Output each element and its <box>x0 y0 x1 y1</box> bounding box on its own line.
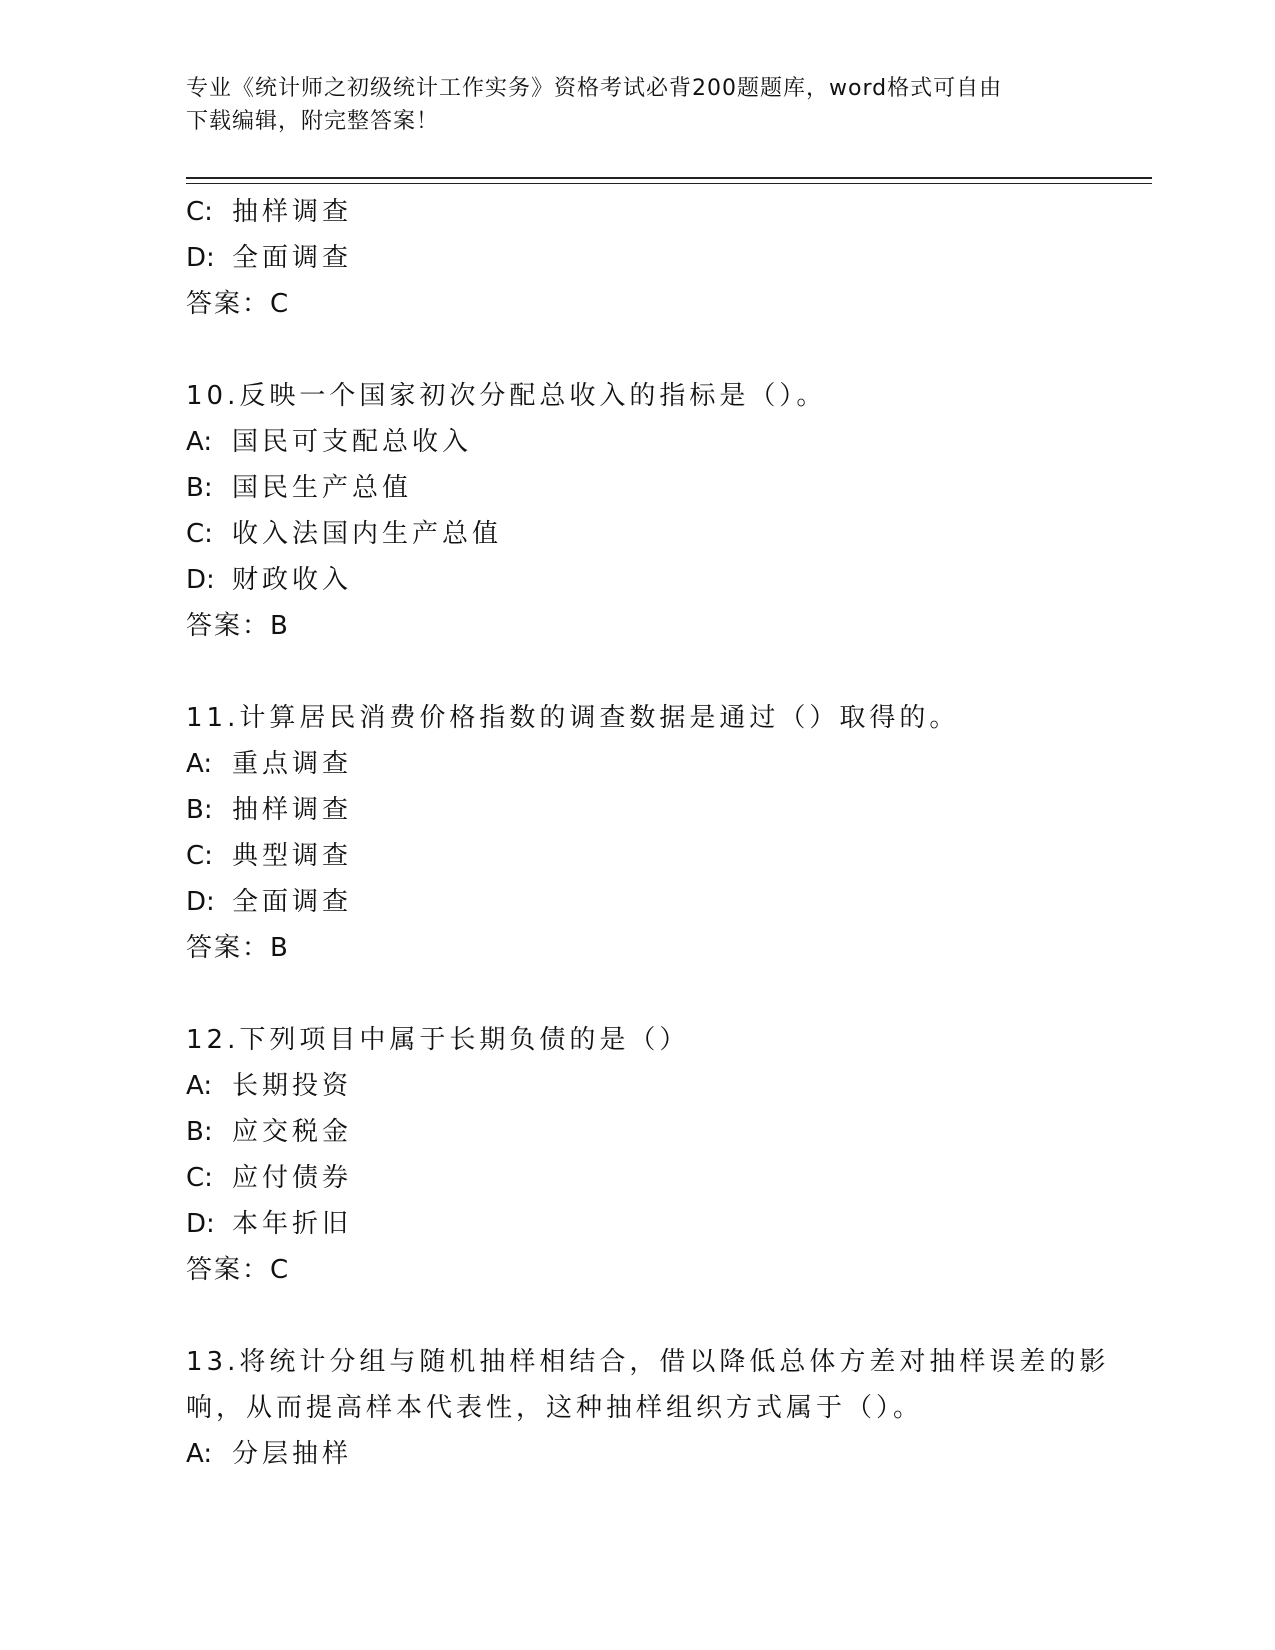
option-a <box>186 741 1146 787</box>
option-key: C: <box>186 197 213 227</box>
question-list <box>186 189 1146 1477</box>
answer-value: C <box>270 289 289 319</box>
option-a <box>186 1431 1146 1477</box>
question-block-13 <box>186 1339 1146 1477</box>
option-key: A: <box>186 427 213 457</box>
option-text: 抽样调查 <box>232 795 353 825</box>
question-text: 12.下列项目中属于长期负债的是（） <box>186 1025 690 1055</box>
option-c <box>186 1155 1146 1201</box>
option-d <box>186 1201 1146 1247</box>
answer-label: 答案： <box>186 289 271 319</box>
option-text: 分层抽样 <box>232 1439 353 1469</box>
option-text: 长期投资 <box>232 1071 353 1101</box>
answer-label: 答案： <box>186 933 271 963</box>
option-d <box>186 879 1146 925</box>
option-key: A: <box>186 749 213 779</box>
spacer <box>186 1293 1146 1339</box>
option-key: A: <box>186 1439 213 1469</box>
option-c <box>186 189 1146 235</box>
header-divider-thin <box>186 183 1152 184</box>
option-key: D: <box>186 565 215 595</box>
option-a <box>186 419 1146 465</box>
option-text: 全面调查 <box>232 887 353 917</box>
option-key: D: <box>186 887 215 917</box>
question-text-line-2: 响，从而提高样本代表性，这种抽样组织方式属于（）。 <box>186 1393 924 1423</box>
option-text: 本年折旧 <box>232 1209 353 1239</box>
option-text: 典型调查 <box>232 841 353 871</box>
option-d <box>186 557 1146 603</box>
header-line-1: 专业《统计师之初级统计工作实务》资格考试必背200题题库，word格式可自由 <box>186 76 1003 101</box>
question-block-12 <box>186 1017 1146 1293</box>
answer-line <box>186 925 1146 971</box>
option-key: C: <box>186 519 213 549</box>
option-key: C: <box>186 1163 213 1193</box>
option-text: 全面调查 <box>232 243 353 273</box>
answer-value: C <box>270 1255 289 1285</box>
option-b <box>186 787 1146 833</box>
answer-label: 答案： <box>186 1255 271 1285</box>
spacer <box>186 327 1146 373</box>
question-block-11 <box>186 695 1146 971</box>
option-key: C: <box>186 841 213 871</box>
option-d <box>186 235 1146 281</box>
option-key: D: <box>186 1209 215 1239</box>
option-text: 财政收入 <box>232 565 353 595</box>
option-c <box>186 511 1146 557</box>
question-text-line-1: 13.将统计分组与随机抽样相结合，借以降低总体方差对抽样误差的影 <box>186 1347 1110 1377</box>
option-c <box>186 833 1146 879</box>
option-key: D: <box>186 243 215 273</box>
spacer <box>186 649 1146 695</box>
question-block-9 <box>186 189 1146 327</box>
answer-value: B <box>270 933 288 963</box>
option-b <box>186 1109 1146 1155</box>
option-key: B: <box>186 1117 213 1147</box>
option-text: 收入法国内生产总值 <box>232 519 503 549</box>
option-b <box>186 465 1146 511</box>
answer-value: B <box>270 611 288 641</box>
answer-label: 答案： <box>186 611 271 641</box>
header-divider-thick <box>186 177 1152 179</box>
answer-line <box>186 603 1146 649</box>
header-line-2: 下载编辑，附完整答案！ <box>186 109 440 134</box>
document-header <box>186 72 1086 138</box>
option-text: 应交税金 <box>232 1117 353 1147</box>
question-text: 11.计算居民消费价格指数的调查数据是通过（）取得的。 <box>186 703 960 733</box>
option-text: 国民可支配总收入 <box>232 427 473 457</box>
option-text: 应付债券 <box>232 1163 353 1193</box>
option-key: B: <box>186 795 213 825</box>
question-block-10 <box>186 373 1146 649</box>
option-text: 国民生产总值 <box>232 473 413 503</box>
question-text: 10.反映一个国家初次分配总收入的指标是（）。 <box>186 381 827 411</box>
option-a <box>186 1063 1146 1109</box>
option-text: 抽样调查 <box>232 197 353 227</box>
option-key: A: <box>186 1071 213 1101</box>
answer-line <box>186 1247 1146 1293</box>
option-key: B: <box>186 473 213 503</box>
option-text: 重点调查 <box>232 749 353 779</box>
answer-line <box>186 281 1146 327</box>
spacer <box>186 971 1146 1017</box>
